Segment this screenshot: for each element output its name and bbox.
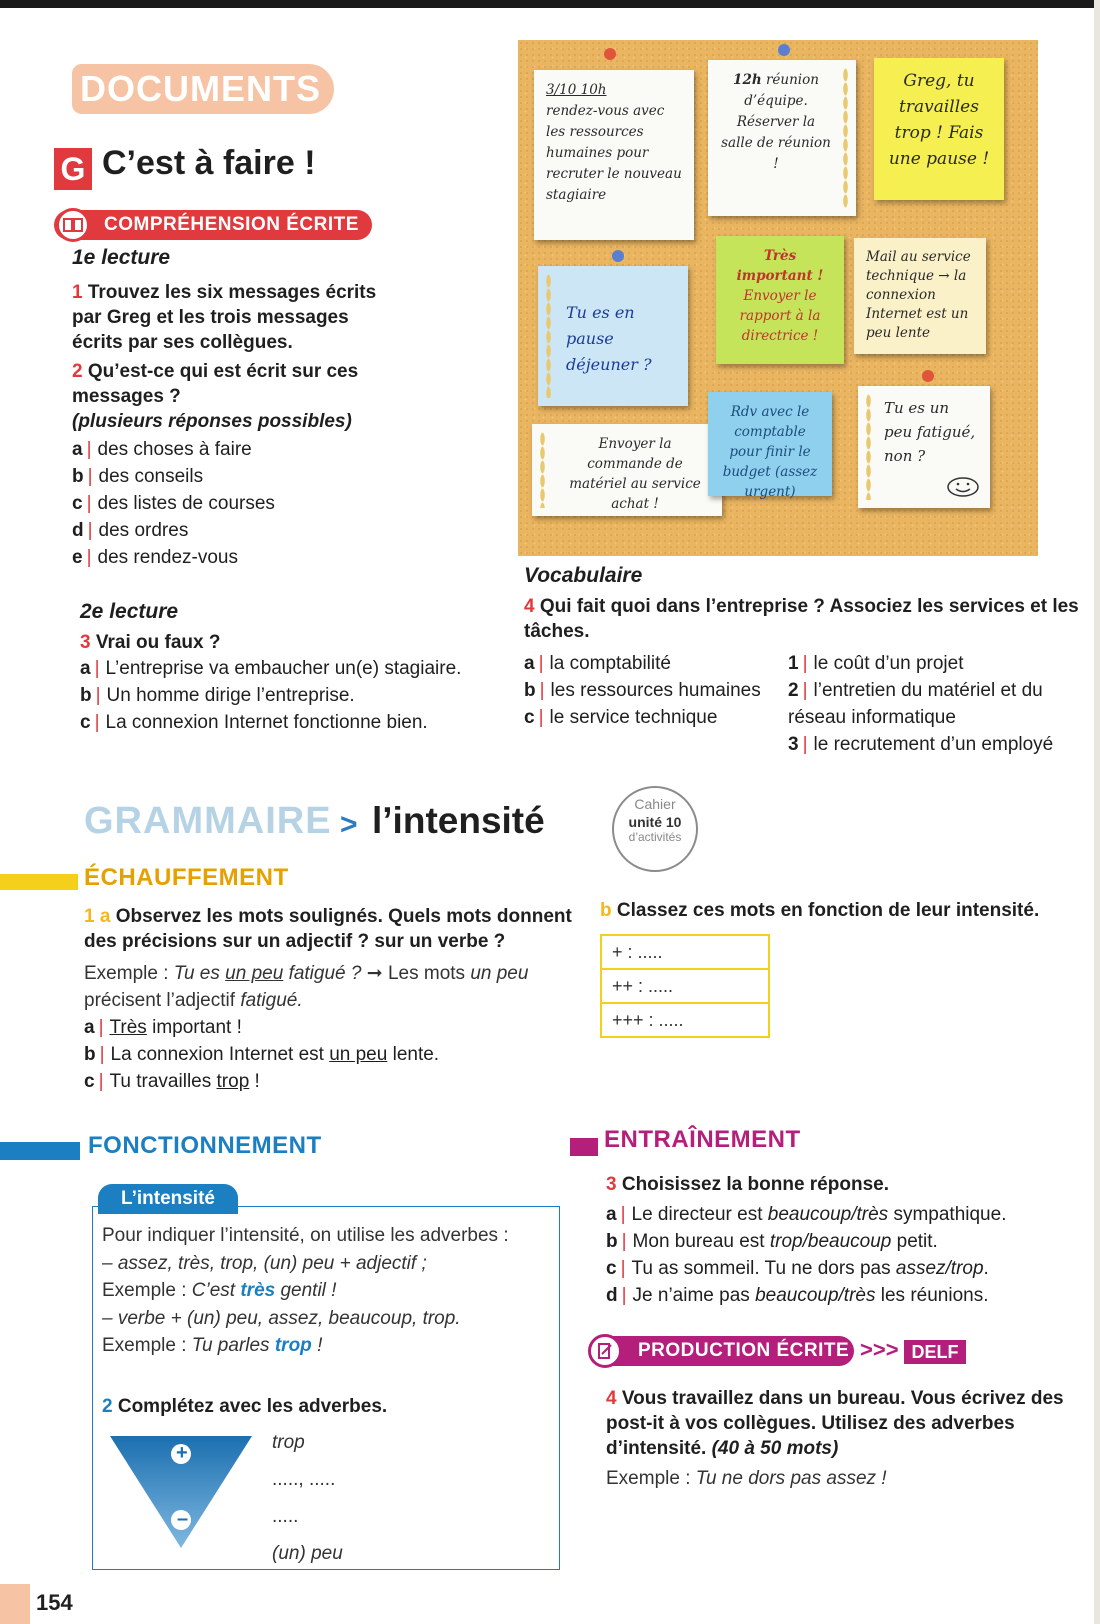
question-1a-text: Observez les mots soulignés. Quels mots donnent des précisions sur un adjectif ? sur un verbe ?	[84, 906, 572, 952]
option-item: d | des ordres	[72, 520, 189, 541]
top-border	[0, 0, 1100, 8]
note-text: Rdv avec le comptable pour finir le budget (assez urgent)	[722, 404, 818, 500]
question-3	[80, 630, 520, 655]
question-2-complete: 2 Complétez avec les adverbes.	[102, 1396, 388, 1417]
question-4-text: Qui fait quoi dans l’entreprise ? Associez les services et les tâches.	[524, 596, 1079, 642]
section-bar	[0, 874, 78, 890]
note-commande	[532, 424, 722, 516]
entrainement-title: ENTRAÎNEMENT	[604, 1126, 801, 1153]
scale-item: trop	[272, 1432, 305, 1453]
option-item: 3 | le recrutement d’un employé	[788, 734, 1054, 755]
option-item: b | La connexion Internet est un peu lente.	[84, 1044, 440, 1065]
minus-icon: –	[177, 1508, 189, 1530]
smiley-icon	[946, 476, 980, 498]
note-mail	[854, 238, 986, 354]
note-text: rendez-vous avec les ressources humaines pour recruter le nouveau stagiaire	[546, 103, 682, 203]
note-reunion	[708, 60, 856, 216]
option-item: a | Le directeur est beaucoup/très sympathique.	[606, 1204, 1007, 1225]
option-item: b | Mon bureau est trop/beaucoup petit.	[606, 1231, 938, 1252]
option-item: b | des conseils	[72, 466, 204, 487]
lecture1-block	[72, 246, 402, 571]
arrow-right-icon: ➞	[366, 963, 383, 984]
notepad-holes	[546, 274, 551, 398]
note-time: 12h	[733, 72, 762, 88]
note-rendez-vous	[534, 70, 694, 240]
note-text: réunion d’équipe. Réserver la salle de réunion !	[721, 72, 831, 172]
intensity-scale	[272, 1424, 343, 1572]
documents-banner: DOCUMENTS	[72, 64, 334, 114]
note-text: Tu es en pause déjeuner ?	[566, 303, 652, 374]
option-item: e | des rendez-vous	[72, 547, 238, 568]
vocab-left-list	[524, 650, 764, 731]
note-comptable	[708, 392, 832, 500]
question-4-number: 4	[524, 596, 535, 617]
vocab-title: Vocabulaire	[524, 564, 643, 587]
lecture1-title: 1e lecture	[72, 246, 171, 269]
echauffement-block	[84, 904, 574, 1095]
page-number: 154	[36, 1590, 73, 1615]
note-title: Très important !	[736, 248, 824, 284]
question-1-number: 1	[72, 282, 83, 303]
cahier-unit: unité 10	[628, 814, 682, 830]
table-row: ++ : .....	[602, 970, 768, 1004]
vocab-block	[524, 564, 1084, 755]
option-item: c | des listes de courses	[72, 493, 275, 514]
delf-badge: DELF	[904, 1340, 966, 1364]
note-fatigue	[858, 386, 990, 508]
grammar-title: GRAMMAIRE	[84, 800, 332, 842]
scale-item: (un) peu	[272, 1543, 343, 1564]
grammar-arrow: >	[340, 808, 358, 841]
question-2-options	[72, 436, 402, 571]
intensity-table	[600, 934, 770, 1038]
chevrons-icon: >>>	[860, 1337, 899, 1362]
rule-body	[102, 1222, 509, 1360]
note-dejeuner	[538, 266, 688, 406]
rule-line: Pour indiquer l’intensité, on utilise les adverbes :	[102, 1225, 509, 1246]
question-1	[72, 280, 402, 355]
cahier-badge	[612, 786, 698, 872]
scale-item: ....., .....	[272, 1469, 336, 1490]
page-edge	[1094, 0, 1100, 1624]
rule-line: – verbe + (un) peu, assez, beaucoup, trop.	[102, 1307, 461, 1329]
option-item: c | le service technique	[524, 707, 718, 728]
option-item: 1 | le coût d’un projet	[788, 653, 964, 674]
question-1b-text: Classez ces mots en fonction de leur intensité.	[616, 900, 1040, 921]
note-rapport	[716, 236, 844, 364]
note-text: Envoyer la commande de matériel au service achat !	[569, 436, 701, 512]
note-date: 3/10 10h	[546, 82, 607, 98]
option-item: a | L’entreprise va embaucher un(e) stagiaire.	[80, 658, 462, 679]
page-title: C’est à faire !	[102, 144, 316, 182]
rule-example: Exemple : Tu parles trop !	[102, 1335, 323, 1356]
pencil-icon	[588, 1334, 622, 1368]
pin-icon	[612, 250, 624, 262]
note-text: Mail au service technique → la connexion Internet est un peu lente	[866, 249, 971, 341]
production-banner: PRODUCTION ÉCRITE	[592, 1336, 854, 1366]
note-text: Greg, tu travailles trop ! Fais une pause !	[888, 71, 990, 169]
page-corner	[0, 1584, 30, 1624]
option-item: d | Je n’aime pas beaucoup/très les réunions.	[606, 1285, 989, 1306]
cahier-top: Cahier	[634, 796, 676, 812]
note-text: Envoyer le rapport à la directrice !	[739, 288, 821, 344]
vocab-right-list	[788, 650, 1088, 758]
cork-board	[518, 40, 1038, 556]
question-4-production: 4 Vous travaillez dans un bureau. Vous écrivez des post-it à vos collègues. Utilisez des adverbes d’intensité. (40 à 50 mots)	[606, 1388, 1064, 1459]
option-item: a | Très important !	[84, 1017, 242, 1038]
entrainement-block	[606, 1172, 1086, 1309]
question-1-text: Trouvez les six messages écrits par Greg et les trois messages écrits par ses collègues.	[72, 282, 377, 353]
option-item: c | Tu as sommeil. Tu ne dors pas assez/trop.	[606, 1258, 989, 1279]
question-2-text: Qu’est-ce qui est écrit sur ces messages ?	[72, 361, 359, 407]
pin-icon	[778, 44, 790, 56]
section-bar	[570, 1138, 598, 1156]
rule-tab: L’intensité	[98, 1184, 238, 1214]
fonctionnement-title: FONCTIONNEMENT	[88, 1132, 322, 1159]
table-row: +++ : .....	[612, 1010, 684, 1030]
plus-icon: +	[176, 1442, 188, 1464]
option-item: a | la comptabilité	[524, 653, 671, 674]
comprehension-banner: COMPRÉHENSION ÉCRITE	[54, 210, 372, 240]
question-3-text: Vrai ou faux ?	[95, 632, 221, 653]
production-block	[606, 1386, 1076, 1492]
notepad-holes	[866, 394, 871, 500]
question-4	[524, 594, 1084, 644]
section-bar	[0, 1142, 80, 1160]
table-row: + : .....	[602, 936, 768, 970]
rule-example: Exemple : C’est très gentil !	[102, 1280, 337, 1301]
question-2-number: 2	[72, 361, 83, 382]
lecture2-block	[80, 600, 520, 736]
notepad-holes	[843, 68, 848, 208]
rule-line: – assez, très, trop, (un) peu + adjectif ;	[102, 1252, 427, 1274]
question-3-number: 3	[80, 632, 91, 653]
option-item: b | les ressources humaines	[524, 680, 761, 701]
note-text: Tu es un peu fatigué, non ?	[884, 399, 976, 465]
scale-item: .....	[272, 1506, 299, 1527]
grammar-subtitle: l’intensité	[372, 800, 545, 841]
question-2	[72, 359, 402, 434]
option-item: c | Tu travailles trop !	[84, 1071, 260, 1092]
cahier-bottom: d’activités	[628, 830, 682, 844]
example-line: Exemple : Tu es un peu fatigué ? ➞ Les mots un peu précisent l’adjectif fatigué.	[84, 963, 529, 1011]
question-1a: 1 a Observez les mots soulignés. Quels mots donnent des précisions sur un adjectif ? sur un verbe ?	[84, 906, 572, 952]
question-3-choose: 3 Choisissez la bonne réponse.	[606, 1174, 889, 1195]
option-item: c | La connexion Internet fonctionne bien.	[80, 712, 428, 733]
echauffement-title: ÉCHAUFFEMENT	[84, 864, 289, 891]
pin-icon	[604, 48, 616, 60]
book-icon	[56, 208, 90, 242]
lecture2-title: 2e lecture	[80, 600, 179, 623]
option-item: b | Un homme dirige l’entreprise.	[80, 685, 355, 706]
production-example: Exemple : Tu ne dors pas assez !	[606, 1468, 887, 1489]
question-1b: b Classez ces mots en fonction de leur intensité.	[600, 900, 1040, 921]
question-2-hint: (plusieurs réponses possibles)	[72, 411, 352, 432]
note-pause	[874, 58, 1004, 200]
option-item: 2 | l’entretien du matériel et du réseau informatique	[788, 680, 1043, 728]
section-letter: G	[54, 148, 92, 190]
notepad-holes	[540, 432, 545, 508]
option-item: a | des choses à faire	[72, 439, 252, 460]
pin-icon	[922, 370, 934, 382]
